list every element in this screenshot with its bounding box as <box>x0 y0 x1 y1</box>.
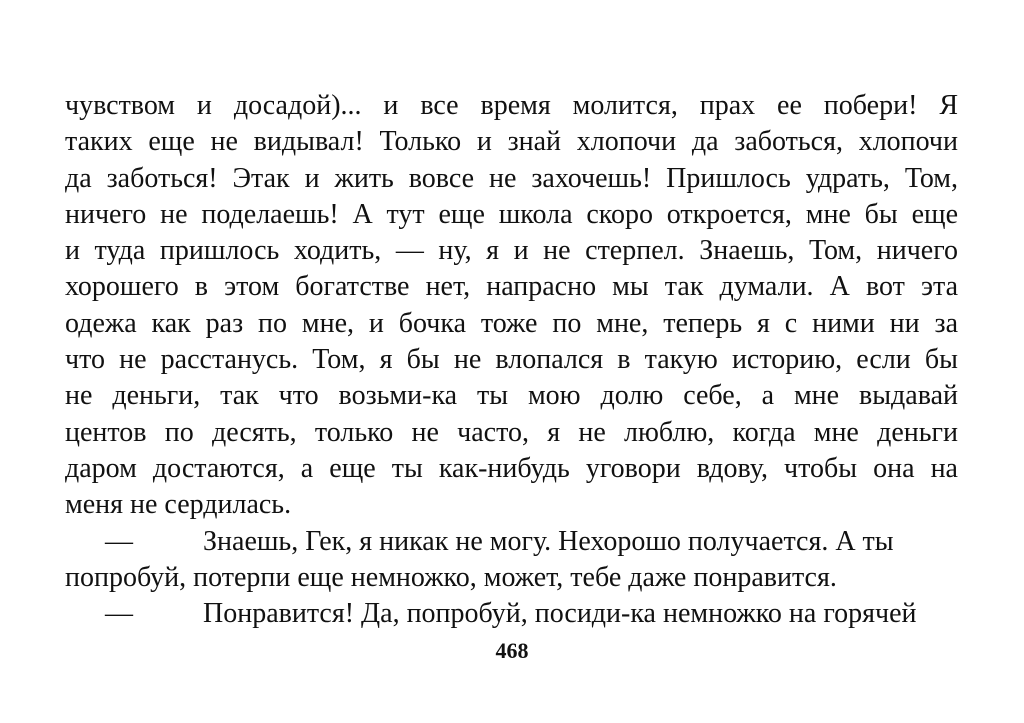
text-line: ничего не поделаешь! А тут еще школа скоро откроется, мне бы еще <box>65 198 958 230</box>
page-number: 468 <box>495 638 529 663</box>
text-line: чувством и досадой)... и все время молится, прах ее побери! Я <box>65 90 958 121</box>
text-line: хорошего в этом богатстве нет, напрасно мы так думали. А вот эта <box>65 271 958 303</box>
dialogue-line <box>65 596 958 632</box>
text-line: меня не сердилась. <box>65 489 292 521</box>
text-line: центов по десять, только не часто, я не люблю, когда мне деньги <box>65 416 958 448</box>
text-line: даром достаются, а еще ты как-нибудь уговори вдову, чтобы она на <box>65 452 958 484</box>
text-line: не деньги, так что возьми-ка ты мою долю себе, а мне выдавай <box>65 380 958 412</box>
text-line: таких еще не видывал! Только и знай хлопочи да заботься, хлопочи <box>65 126 958 158</box>
dialogue-continuation: попробуй, потерпи еще немножко, может, тебе даже понравится. <box>65 561 837 593</box>
dialogue-dash: — <box>105 525 133 557</box>
text-line: да заботься! Этак и жить вовсе не захочешь! Пришлось удрать, Том, <box>65 162 958 194</box>
dialogue-line <box>65 524 958 560</box>
text-line: и туда пришлось ходить, — ну, я и не стерпел. Знаешь, Том, ничего <box>65 235 958 267</box>
dialogue-dash: — <box>105 598 133 630</box>
dialogue-text: Понравится! Да, попробуй, посиди-ка немножко на горячей <box>203 598 917 630</box>
text-line: одежа как раз по мне, и бочка тоже по мне, теперь я с ними ни за <box>65 307 958 339</box>
text-line: что не расстанусь. Том, я бы не влопался в такую историю, если бы <box>65 344 958 376</box>
page-text <box>65 88 958 632</box>
dialogue-text: Знаешь, Гек, я никак не могу. Нехорошо получается. А ты <box>203 525 894 557</box>
